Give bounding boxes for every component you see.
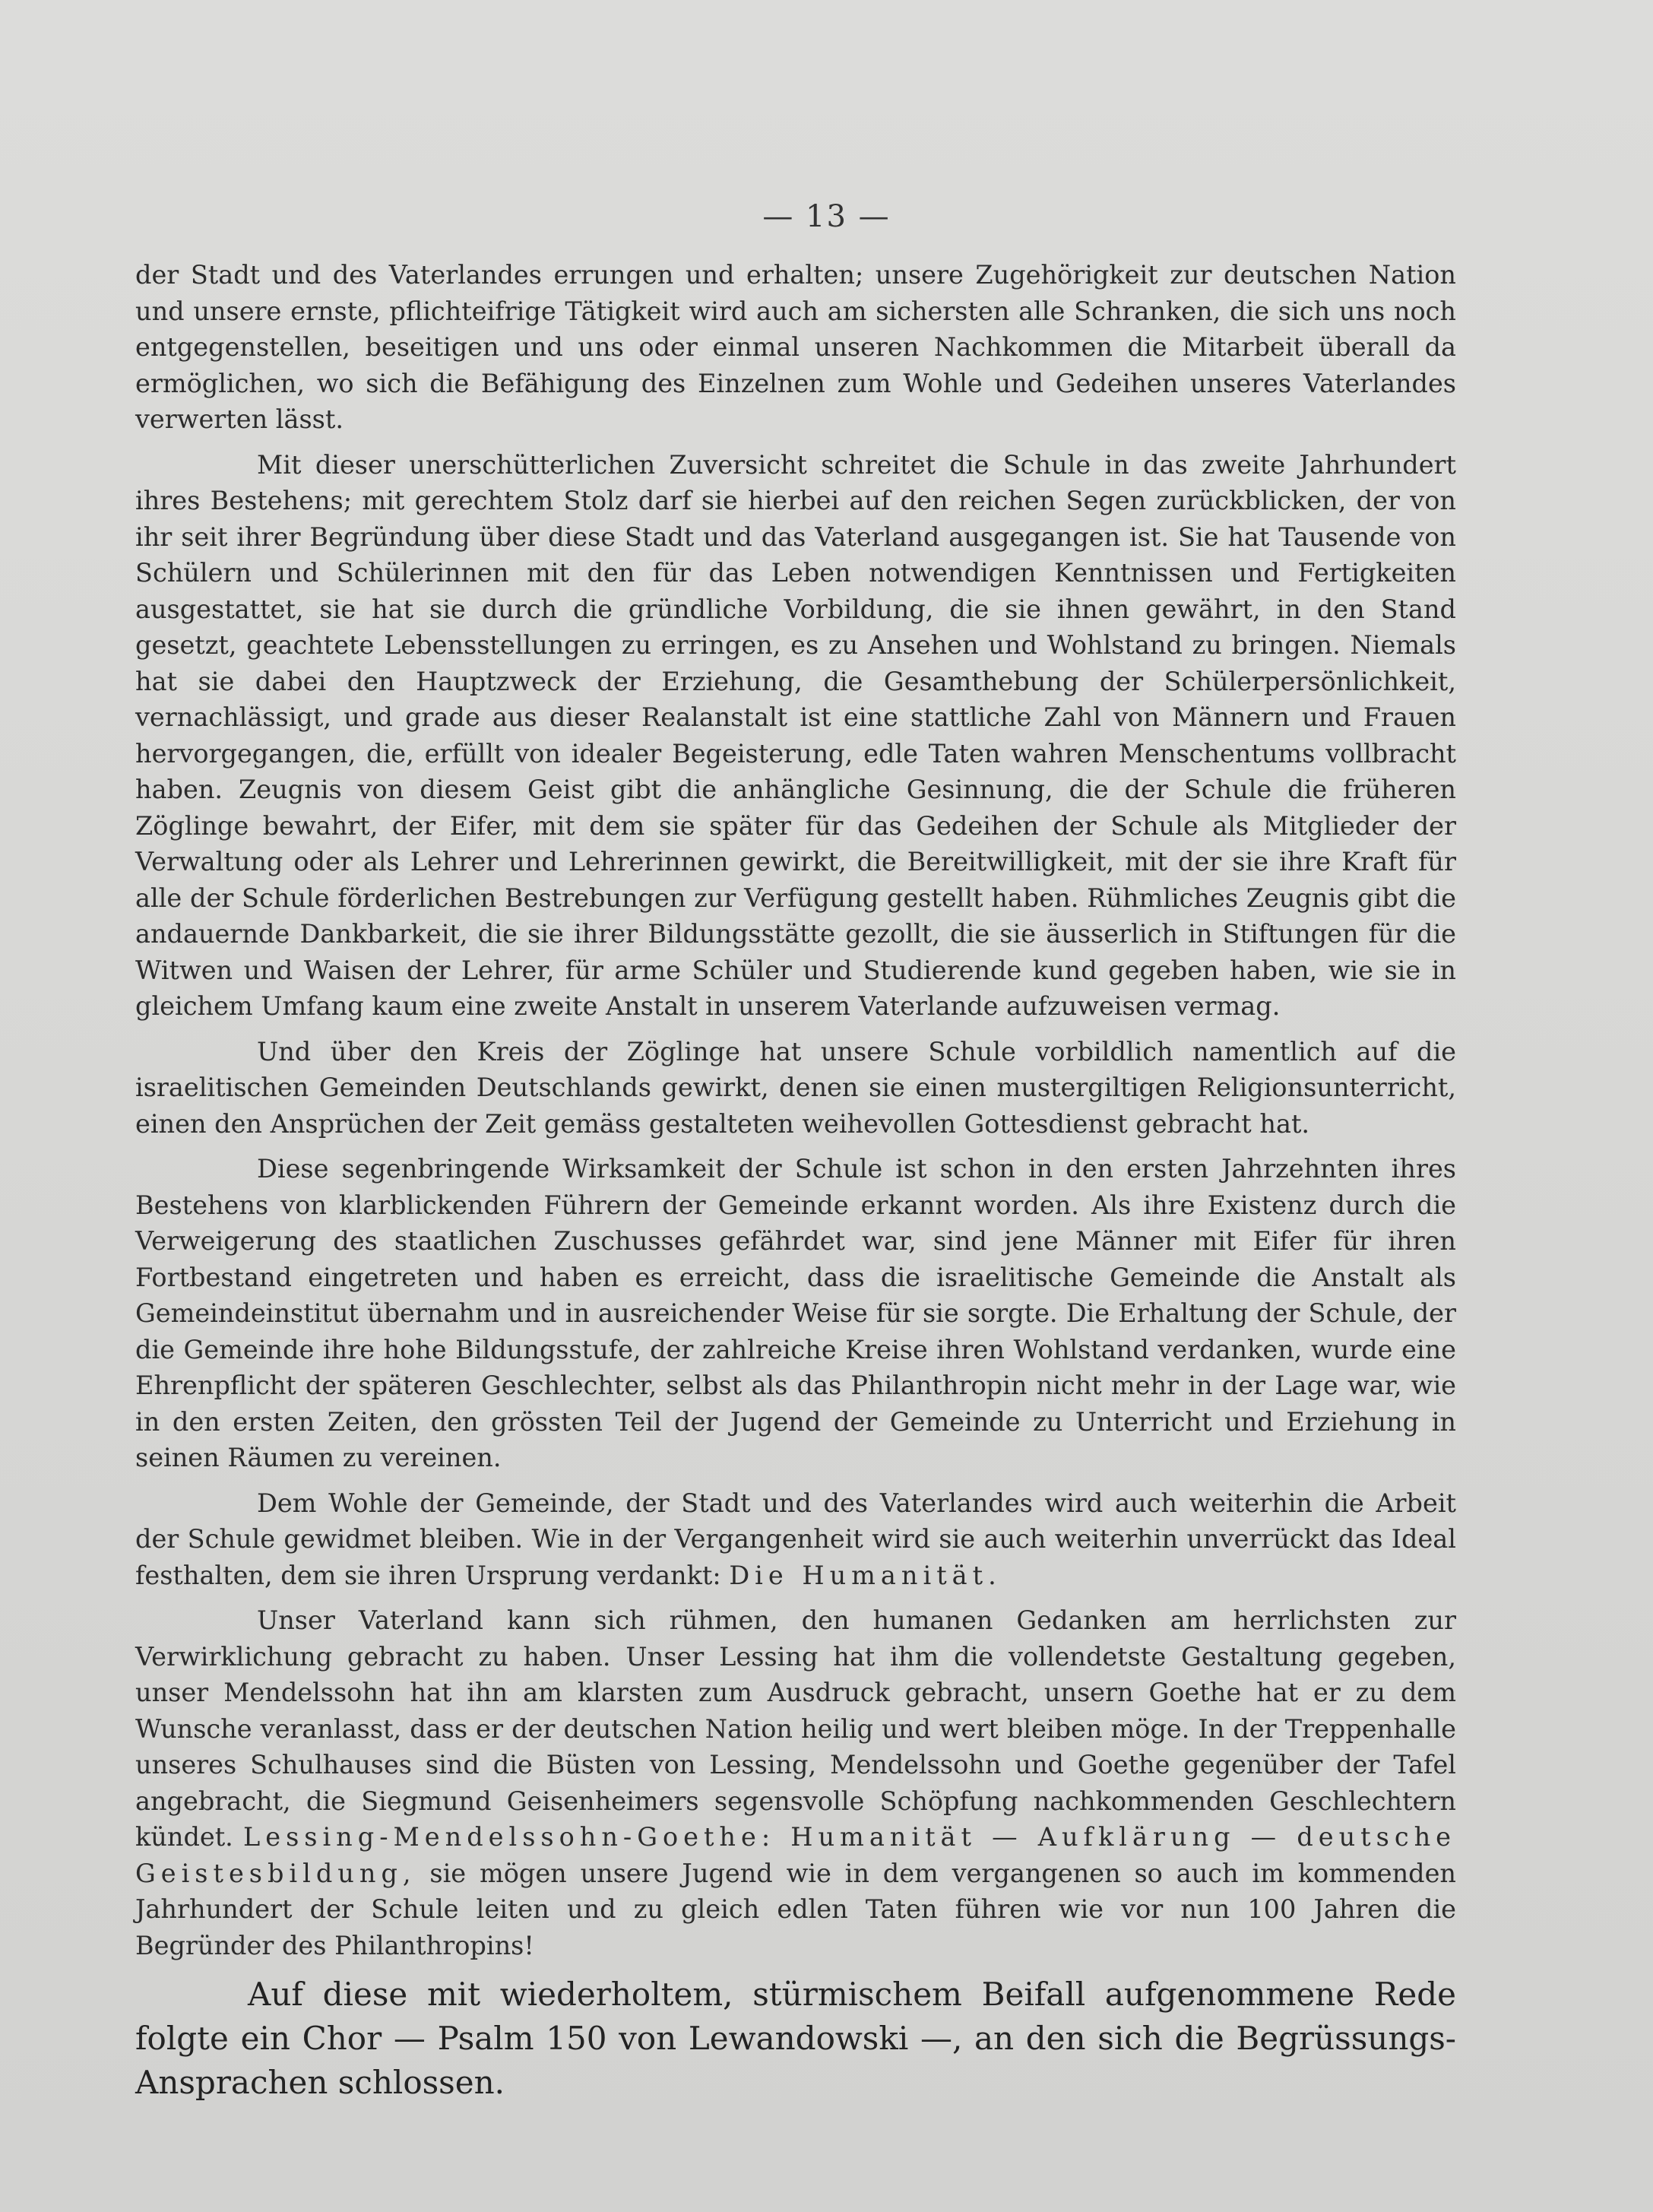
paragraph-4: Diese segenbringende Wirksamkeit der Schule ist schon in den ersten Jahrzehnten ihres Bestehens von klarblickenden Führern der Gemeinde erkannt worden. Als ihre Existenz durch die Verweigerung des staatlichen Zuschusses gefährdet war, sind jene Männer mit Eifer für ihren Fortbestand eingetreten und haben es erreicht, dass die israelitische Gemeinde die Anstalt als Gemeindeinstitut übernahm und in ausreichender Weise für sie sorgte. Die Erhaltung der Schule, der die Gemeinde ihre hohe Bildungsstufe, der zahlreiche Kreise ihren Wohlstand verdanken, wurde eine Ehrenpflicht der späteren Geschlechter, selbst als das Philanthropin nicht mehr in der Lage war, wie in den ersten Zeiten, den grössten Teil der Jugend der Gemeinde zu Unterricht und Erziehung in seinen Räumen zu vereinen. xyxy=(135,1154,1456,1472)
page-number: — 13 — xyxy=(762,199,891,234)
body-text xyxy=(135,257,1456,2105)
paragraph-5 xyxy=(135,1485,1456,1594)
paragraph-5-text: Dem Wohle der Gemeinde, der Stadt und des Vaterlandes wird auch weiterhin die Arbeit der Schule gewidmet bleiben. Wie in der Vergangenheit wird sie auch weiterhin unverrückt das Ideal festhalten, dem sie ihren Ursprung verdankt: xyxy=(135,1488,1456,1590)
paragraph-2: Mit dieser unerschütterlichen Zuversicht schreitet die Schule in das zweite Jahrhundert ihres Bestehens; mit gerechtem Stolz darf sie hierbei auf den reichen Segen zurückblicken, der von ihr seit ihrer Begründung über diese Stadt und das Vaterland ausgegangen ist. Sie hat Tausende von Schülern und Schülerinnen mit den für das Leben notwendigen Kenntnissen und Fertigkeiten ausgestattet, sie hat sie durch die gründliche Vorbildung, die sie ihnen gewährt, in den Stand gesetzt, geachtete Lebensstellungen zu erringen, es zu Ansehen und Wohlstand zu bringen. Niemals hat sie dabei den Hauptzweck der Erziehung, die Gesamthebung der Schülerpersönlichkeit, vernachlässigt, und grade aus dieser Realanstalt ist eine stattliche Zahl von Männern und Frauen hervorgegangen, die, erfüllt von idealer Begeisterung, edle Taten wahren Menschentums vollbracht haben. Zeugnis von diesem Geist gibt die anhängliche Gesinnung, die der Schule die früheren Zöglinge bewahrt, der Eifer, mit dem sie später für das Gedeihen der Schule als Mitglieder der Verwaltung oder als Lehrer und Lehrerinnen gewirkt, die Bereitwilligkeit, mit der sie ihre Kraft für alle der Schule förderlichen Bestrebungen zur Verfügung gestellt haben. Rühmliches Zeugnis gibt die andauernde Dankbarkeit, die sie ihrer Bildungsstätte gezollt, die sie äusserlich in Stiftungen für die Witwen und Waisen der Lehrer, für arme Schüler und Studierende kund gegeben haben, wie sie in gleichem Umfang kaum eine zweite Anstalt in unserem Vaterlande aufzuweisen vermag. xyxy=(135,449,1456,1021)
closing-paragraph: Auf diese mit wiederholtem, stürmischem Beifall aufgenommene Rede folgte ein Chor — Psalm 150 von Lewandowski —, an den sich die Begrüssungs-Ansprachen schlossen. xyxy=(135,1976,1456,2101)
paragraph-6 xyxy=(135,1602,1456,1963)
paragraph-6-spaced: Lessing-Mendelssohn-Goethe: Humanität — Aufklärung — deutsche Geistesbildung, xyxy=(135,1822,1456,1888)
paragraph-3: Und über den Kreis der Zöglinge hat unsere Schule vorbildlich namentlich auf die israelitischen Gemeinden Deutschlands gewirkt, denen sie einen mustergiltigen Religionsunterricht, einen den Ansprüchen der Zeit gemäss gestalteten weihevollen Gottesdienst gebracht hat. xyxy=(135,1036,1456,1139)
paragraph-6-text-before: Unser Vaterland kann sich rühmen, den humanen Gedanken am herrlichsten zur Verwirklichung gebracht zu haben. Unser Lessing hat ihm die vollendetste Gestaltung gegeben, unser Mendelssohn hat ihn am klarsten zum Ausdruck gebracht, unsern Goethe hat er zu dem Wunsche veranlasst, dass er der deutschen Nation heilig und wert bleiben möge. In der Treppenhalle unseres Schulhauses sind die Büsten von Lessing, Mendelssohn und Goethe gegenüber der Tafel angebracht, die Siegmund Geisenheimers segensvolle Schöpfung nachkommenden Geschlechtern kündet. xyxy=(135,1605,1456,1852)
paragraph-5-spaced: Die Humanität. xyxy=(729,1560,1002,1590)
paragraph-1: der Stadt und des Vaterlandes errungen und erhalten; unsere Zugehörigkeit zur deutschen Nation und unsere ernste, pflichteifrige Tätigkeit wird auch am sichersten alle Schranken, die sich uns noch entgegenstellen, beseitigen und uns oder einmal unseren Nachkommen die Mitarbeit überall da ermöglichen, wo sich die Befähigung des Einzelnen zum Wohle und Gedeihen unseres Vaterlandes verwerten lässt. xyxy=(135,260,1456,434)
paragraph-6-text-after: sie mögen unsere Jugend wie in dem vergangenen so auch im kommenden Jahrhundert der Schule leiten und zu gleich edlen Taten führen wie vor nun 100 Jahren die Begründer des Philanthropins! xyxy=(135,1858,1456,1960)
